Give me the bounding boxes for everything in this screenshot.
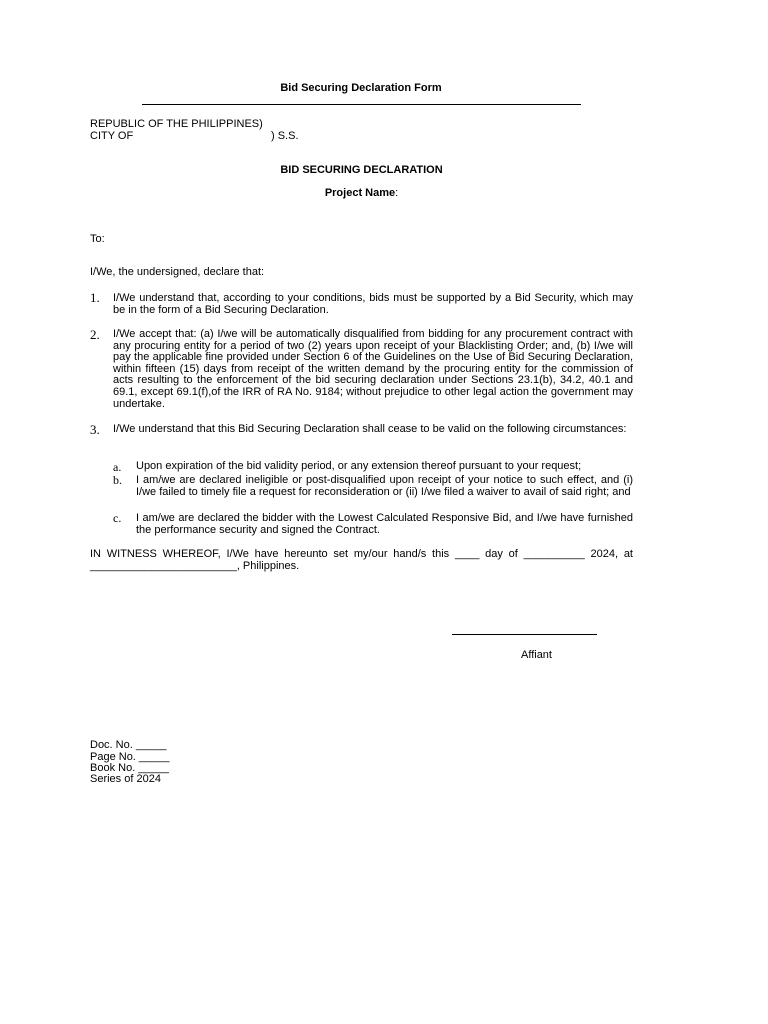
witness-line-2: ________________________, Philippines. bbox=[90, 560, 300, 572]
item-2-text: I/We accept that: (a) I/we will be automatically disqualified from bidding for any procurement contract with any procuring entity for a period of two (2) years upon receipt of your Blacklisting Order; and, (b) I/we will pay the applicable fine provided under Section 6 of the Guidelines on the Use of Bid Securing Declaration, within fifteen (15) days from receipt of the written demand by the procuring entity for the commission of acts resulting to the enforcement of the bid securing declaration under Sections 23.1(b), 34.2, 40.1 and 69.1, except 69.1(f),of the IRR of RA No. 9184; without prejudice to other legal action the government may undertake. bbox=[113, 328, 633, 410]
subitem-a-letter: a. bbox=[113, 460, 122, 474]
venue-ss: ) S.S. bbox=[271, 130, 299, 142]
signature-line bbox=[452, 634, 597, 635]
witness-line-1: IN WITNESS WHEREOF, I/We have hereunto set my/our hand/s this ____ day of __________ 2024, at bbox=[90, 548, 633, 560]
notary-series: Series of 2024 bbox=[90, 773, 161, 785]
subitem-b-text: I am/we are declared ineligible or post-disqualified upon receipt of your notice to such effect, and (i) I/we failed to timely file a request for reconsideration or (ii) I/we filed a waiver to avail of said right; and bbox=[136, 474, 633, 498]
project-name bbox=[90, 187, 633, 199]
title-underline bbox=[142, 104, 581, 105]
item-3-number: 3. bbox=[90, 422, 100, 437]
notary-page-no: Page No. _____ bbox=[90, 751, 170, 763]
project-name-colon: : bbox=[395, 187, 399, 199]
item-1-text: I/We understand that, according to your conditions, bids must be supported by a Bid Security, which may be in the form of a Bid Securing Declaration. bbox=[113, 292, 633, 316]
project-name-label: Project Name bbox=[324, 187, 396, 199]
venue-city: CITY OF bbox=[90, 130, 134, 142]
affiant-label: Affiant bbox=[521, 649, 552, 661]
intro-text: I/We, the undersigned, declare that: bbox=[90, 266, 265, 278]
venue-republic: REPUBLIC OF THE PHILIPPINES) bbox=[90, 118, 263, 130]
subitem-c-text: I am/we are declared the bidder with the Lowest Calculated Responsive Bid, and I/we have furnished the performance security and signed the Contract. bbox=[136, 512, 633, 536]
item-3-text: I/We understand that this Bid Securing Declaration shall cease to be valid on the following circumstances: bbox=[113, 423, 627, 435]
notary-book-no: Book No. _____ bbox=[90, 762, 169, 774]
declaration-heading: BID SECURING DECLARATION bbox=[280, 164, 443, 176]
item-2-number: 2. bbox=[90, 327, 100, 342]
subitem-a-text: Upon expiration of the bid validity period, or any extension thereof pursuant to your request; bbox=[136, 460, 582, 472]
subitem-b-letter: b. bbox=[113, 473, 122, 487]
form-title: Bid Securing Declaration Form bbox=[280, 82, 442, 94]
item-1-number: 1. bbox=[90, 290, 100, 305]
addressee-label: To: bbox=[90, 233, 105, 245]
subitem-c-letter: c. bbox=[113, 511, 122, 525]
notary-doc-no: Doc. No. _____ bbox=[90, 739, 167, 751]
